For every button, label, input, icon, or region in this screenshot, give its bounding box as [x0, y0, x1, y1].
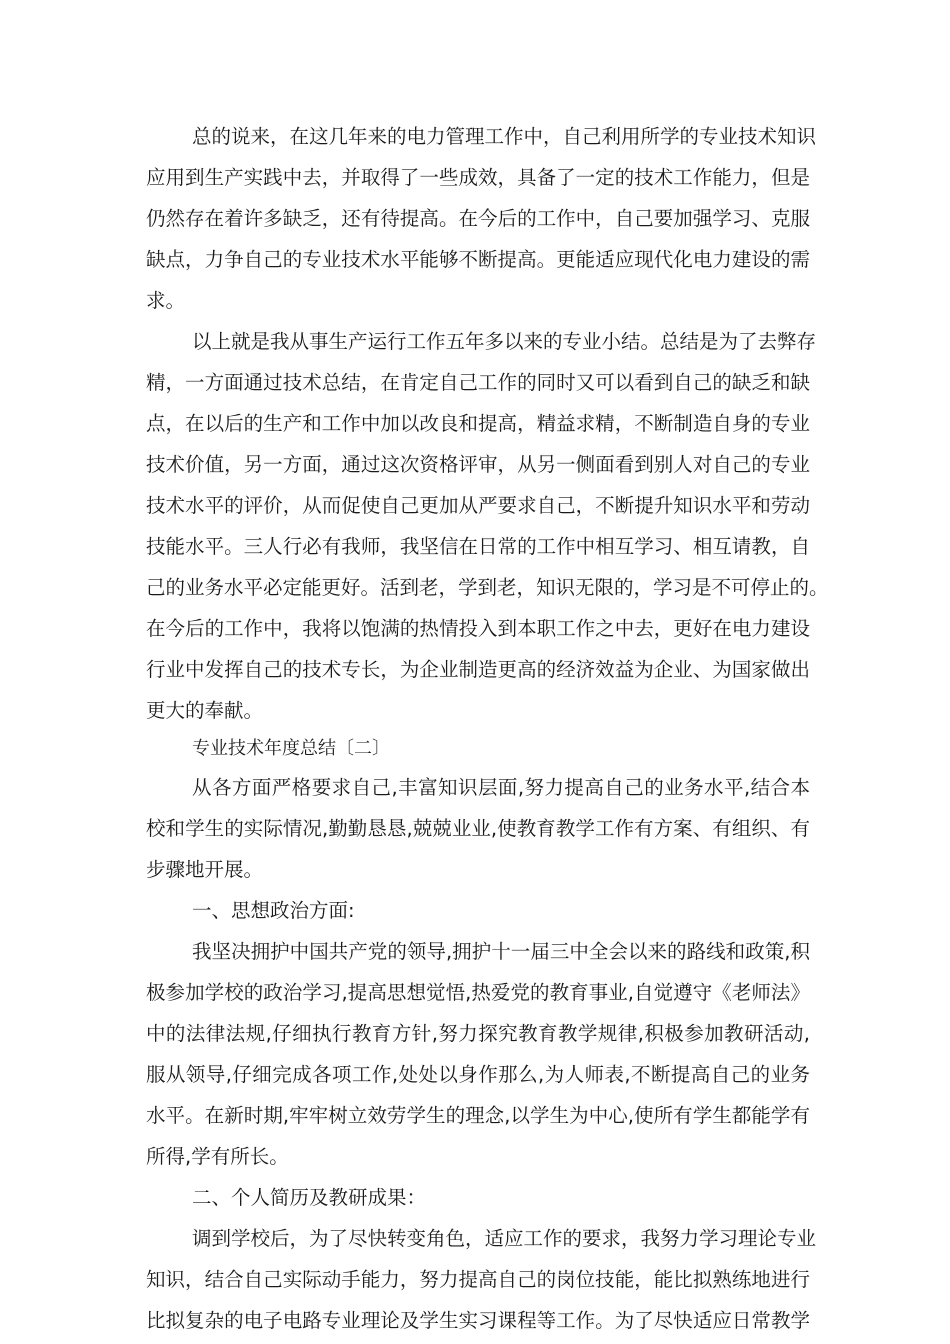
text-line: 以上就是我从事生产运行工作五年多以来的专业小结。总结是为了去弊存 [192, 330, 817, 353]
text-line: 技术水平的评价，从而促使自己更加从严要求自己，不断提升知识水平和劳动 [146, 494, 810, 517]
text-line: 点，在以后的生产和工作中加以改良和提高，精益求精，不断制造自身的专业 [146, 412, 810, 435]
text-line: 总的说来，在这几年来的电力管理工作中，自己利用所学的专业技术知识 [192, 125, 817, 148]
text-line: 从各方面严格要求自己,丰富知识层面,努力提高自己的业务水平,结合本 [192, 776, 810, 799]
text-line: 比拟复杂的电子电路专业理论及学生实习课程等工作。为了尽快适应日常教学 [146, 1309, 810, 1332]
text-line: 精，一方面通过技术总结，在肯定自己工作的同时又可以看到自己的缺乏和缺 [146, 371, 810, 394]
text-line: 调到学校后，为了尽快转变角色，适应工作的要求，我努力学习理论专业 [192, 1227, 817, 1250]
text-line: 更大的奉献。 [146, 699, 264, 722]
text-line: 所得,学有所长。 [146, 1145, 289, 1168]
section-heading: 二、个人简历及教研成果： [192, 1186, 427, 1209]
text-line: 我坚决拥护中国共产党的领导,拥护十一届三中全会以来的路线和政策,积 [192, 940, 810, 963]
section-heading: 专业技术年度总结〔二〕 [192, 738, 390, 759]
text-line: 在今后的工作中，我将以饱满的热情投入到本职工作之中去，更好在电力建设 [146, 617, 810, 640]
section-heading: 一、思想政治方面: [192, 899, 355, 922]
text-line: 中的法律法规,仔细执行教育方针,努力探究教育教学规律,积极参加教研活动, [146, 1022, 810, 1045]
text-line: 水平。在新时期,牢牢树立效劳学生的理念,以学生为中心,使所有学生都能学有 [146, 1104, 810, 1127]
text-line: 技能水平。三人行必有我师，我坚信在日常的工作中相互学习、相互请教，自 [146, 535, 810, 558]
text-line: 校和学生的实际情况,勤勤恳恳,兢兢业业,使教育教学工作有方案、有组织、有 [146, 817, 810, 840]
document-body [146, 116, 829, 1341]
text-line: 步骤地开展。 [146, 858, 264, 881]
text-line: 求。 [146, 289, 186, 312]
text-line: 服从领导,仔细完成各项工作,处处以身作那么,为人师表,不断提高自己的业务 [146, 1063, 810, 1086]
text-line: 应用到生产实践中去，并取得了一些成效，具备了一定的技术工作能力，但是 [146, 166, 810, 189]
text-line: 极参加学校的政治学习,提高思想觉悟,热爱党的教育事业,自觉遵守《老师法》 [146, 981, 810, 1004]
text-line: 己的业务水平必定能更好。活到老，学到老，知识无限的，学习是不可停止的。 [146, 576, 829, 599]
text-line: 行业中发挥自己的技术专长，为企业制造更高的经济效益为企业、为国家做出 [146, 658, 810, 681]
text-line: 缺点，力争自己的专业技术水平能够不断提高。更能适应现代化电力建设的需 [146, 248, 810, 271]
text-line: 仍然存在着许多缺乏，还有待提高。在今后的工作中，自己要加强学习、克服 [146, 207, 810, 230]
text-line: 知识，结合自己实际动手能力，努力提高自己的岗位技能，能比拟熟练地进行 [146, 1268, 810, 1291]
text-line: 技术价值，另一方面，通过这次资格评审，从另一侧面看到别人对自己的专业 [146, 453, 810, 476]
